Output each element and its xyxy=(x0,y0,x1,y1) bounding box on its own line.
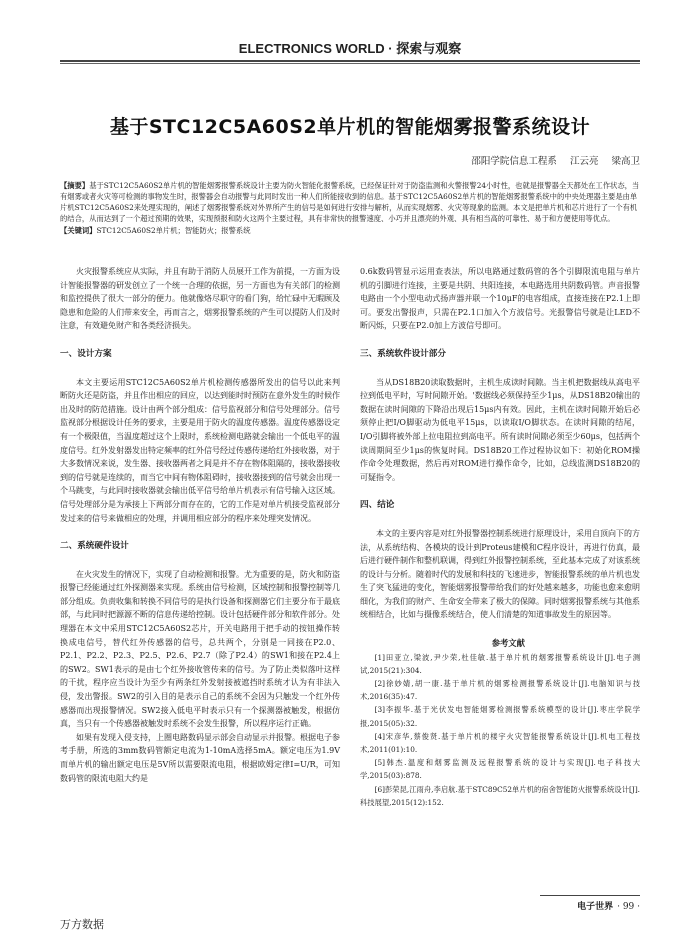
section-1-text: 本文主要运用STC12C5A60S2单片机检测传感器所发出的信号以此来判断防火还是防盗，并且作出相应的回应，以达到能时时预防在意外发生的时候作出及时的防范措施。设计由两个部分组成：信号监视部分和信号处理部分。信号监视部分根据设计任务的要求，主要是用于防火的温度传感器。温度传感器设定有一个极限值，当温度超过这个上限时，系统检测电路就会输出一个低电平的温度信号。红外发射器发出特定频率的红外信号经过传感传递给红外接收器，对于大多数情况来说，发生器、接收器两者之间是并不存在物体阻隔的，接收器接收到的信号就是连续的，而当它中间有物体阻碍时，接收器接到的信号就会出现一个马跳变，与此同时接收器就会输出低平信号给单片机表示有信号输入这区域。信号处理部分是为承接上下两部分而存在的，它的工作是对单片机接受监视部分发过来的信号来做相应的处理，并调用相应部分的程序来处理突发情况。 xyxy=(60,377,340,523)
right-column xyxy=(360,265,640,809)
affiliation: 邵阳学院信息工程系 xyxy=(471,156,557,167)
page-footer xyxy=(577,899,640,912)
section-2-text-cont: 如果有发现入侵支持，上圈电路数码显示部会自动显示并报警。根据电子参考手册，所选的3mm数码管额定电流为1-10mA选择5mA。额定电压为1.9V而单片机的输出额定电压是5V所以需要限流电阻，根据欧姆定律I=U/R，可知数码管的限流电阻大约是 xyxy=(60,732,340,783)
section-heading-2: 二、系统硬件设计 xyxy=(60,541,129,552)
references-title: 参考文献 xyxy=(491,638,525,649)
author-line xyxy=(461,153,640,167)
abstract-body xyxy=(60,180,640,224)
reference-item: [3]李振华.基于光伏发电智能烟雾检测报警系统模型的设计[J].枣庄学院学报,2015(05):32. xyxy=(360,705,640,728)
section-heading-1: 一、设计方案 xyxy=(60,348,112,359)
author-1: 江云亮 xyxy=(569,156,599,167)
section-4-text: 本文的主要内容是对红外报警器控制系统进行原理设计，采用自顶向下的方法，从系统结构、各模块的设计到Proteus建模和C程序设计，再进行仿真，最后进行硬件制作和整机联调，得到红外报警控制系统，至此基本完成了对该系统的设计与分析。随着时代的发展和科技的飞速进步，智能报警系统的单片机也发生了突飞猛进的变化，智能烟雾报警带给我们的好处越来越多，功能也愈来愈明细化，为我们的财产、生命安全带来了极大的保障。同时烟雾报警系统与其他系统相结合，比如与摄像系统结合，使人们清楚的知道事故发生的原因等。 xyxy=(360,528,640,620)
abstract-text: 基于STC12C5A60S2单片机的智能烟雾报警系统设计主要为防火智能化报警系统，已经保证针对于防盗监测和火警报警24小时性，也就是报警器全天都处在工作状态，当有烟雾或者火灾等可检测的事物发生时，报警器会自动报警与此同时发出一种人们所能接收到的信息。基于STC12C5A60S2单片机的智能烟雾报警系统中的中央处理器主要是由单片机STC12C5A60S2来处理实现的，阐述了烟雾报警系统对外界所产生的信号是如何进行安排与解析，从而实现烟雾、火灾等现象的监测。本文是把单片机和芯片进行了一个有机的结合，从而达到了一个超过预期的效果，实现预报和防火这两个主要过程，具有非常快的报警速度、小巧并且漂亮的外观、具有相当高的可靠性、易于和方便使用等优点。 xyxy=(60,181,640,223)
header-rule-thin xyxy=(60,63,640,64)
abstract-label: 【摘要】 xyxy=(60,181,90,190)
reference-item: [6]彭荣昆,江雨舟,李启航.基于STC89C52单片机的宿舍智能防火报警系统设计[J].科技展望,2015(12):152. xyxy=(360,784,640,807)
reference-item: [2]徐妙婧,胡一康.基于单片机的烟雾检测报警系统设计[J].电脑知识与技术,2016(35):47. xyxy=(360,679,640,702)
header-rule xyxy=(60,60,640,62)
continued-paragraph: 0.6k数码管显示运用查表法，所以电路通过数码管的各个引脚限流电阻与单片机的引脚进行连接，主要是共阴、共阳连接，本电路选用共阴数码管。声音报警电路由一个小型电动式扬声器并联一个10μF的电容组成，直接连接在P2.1上即可。要发出警报声，只需在P2.1口加入个方波信号。光报警信号就是让LED不断闪烁，只要在P2.0加上方波信号即可。 xyxy=(360,267,640,331)
section-2-text: 在火灾发生的情况下，实现了自动检测和报警。尤为重要的是，防火和防盗报警已经能通过红外探测器来实现。系统由信号检测，区域控制和报警控制等几部分组成。负责收集和转换不同信号的是执行设备和探测器它们主要分布于最底部，与此同时把源源不断的信息传递给控制。设计包括硬件部分和软件部分。处理器在本文中采用STC12C5A60S2芯片，开关电路用于把手动的按钮操作转换成电信号，替代红外传感器的信号，总共两个，分别是一同接在P2.0、P2.1、P2.2、P2.3、P2.5、P2.6、P2.7（除了P2.4）的SW1和接在P2.4上的SW2。SW1表示的是由七个红外接收管传来的信号。为了防止类似落叶这样的干扰，程序应当设计为至少有两条红外发射接被遮挡时系统才认为有非法入侵，发出警报。SW2的引入目的是表示自己的系统不会因为只触发一个红外传感器而出现报警情况。SW2接入低电平时表示只有一个探测器被触发，根据仿真，当只有一个传感器被触发时系统不会发生报警，所以程序运行正确。 xyxy=(60,569,340,729)
section-3-text: 当从DS18B20读取数据时，主机生成读时间隙。当主机把数据线从高电平拉到低电平时，写时间隙开始。'数据线必须保持至少1μs，从DS18B20输出的数据在读时间隙的下降沿出现后15μs内有效。因此，主机在读时间隙开始后必须停止把I/O脚驱动为低电平15μs，以读取I/O脚状态。在读时间隙的结尾，I/O引脚将被外部上拉电阻拉到高电平。所有读时间隙必须至少60μs，包括两个读周期间至少1μs的恢复时间。DS18B20工作过程协议如下：初始化ROM操作命令处理数据，然后再对ROM进行操作命令，比如，总线监测DS18B20的可疑指令。 xyxy=(360,377,640,482)
reference-item: [1]田亚立,梁波,尹少荣,杜佳敏.基于单片机的烟雾报警系统设计[J].电子测试,2015(21):304. xyxy=(360,652,640,675)
left-column xyxy=(60,265,340,785)
author-2: 梁高卫 xyxy=(611,156,640,167)
abstract xyxy=(60,180,640,236)
reference-item: [4]宋彦华,蔡俊贤.基于单片机的楼宇火灾智能报警系统设计[J].机电工程技术,2011(01):10. xyxy=(360,731,640,755)
page-number: · 99 · xyxy=(617,902,640,912)
reference-item: [5]韩杰.温度和烟雾监测及远程报警系统的设计与实现[J].电子科技大学,2015(03):878. xyxy=(360,758,640,781)
keywords xyxy=(60,225,640,236)
article-title: 基于STC12C5A60S2单片机的智能烟雾报警系统设计 xyxy=(109,116,591,138)
intro-paragraph: 火灾报警系统应从实际，并且有助于消防人员展开工作为前提，一方面为设计智能报警器的研发创立了一个统一合理的依据，另一方面也为有关部门的检测和监控提供了很大一部分的便力。他就像烙尽职守的看门狗，给忙碌中无暇顾及隐患和危险的人们带来安全，再而言之，烟雾报警系统的产生可以提防人们及时注意，有效避免财产和各类经济损失。 xyxy=(60,267,340,331)
section-heading-4: 四、结论 xyxy=(360,500,395,511)
section-heading-3: 三、系统软件设计部分 xyxy=(360,348,446,359)
footer-rule xyxy=(540,895,640,896)
keywords-label: 【关键词】 xyxy=(60,226,97,235)
watermark: 万方数据 xyxy=(60,918,104,931)
keywords-text: STC12C5A60S2单片机；智能防火；报警系统 xyxy=(96,226,251,235)
running-header: ELECTRONICS WORLD · 探索与观察 xyxy=(238,41,462,56)
magazine-name: 电子世界 xyxy=(577,902,614,912)
